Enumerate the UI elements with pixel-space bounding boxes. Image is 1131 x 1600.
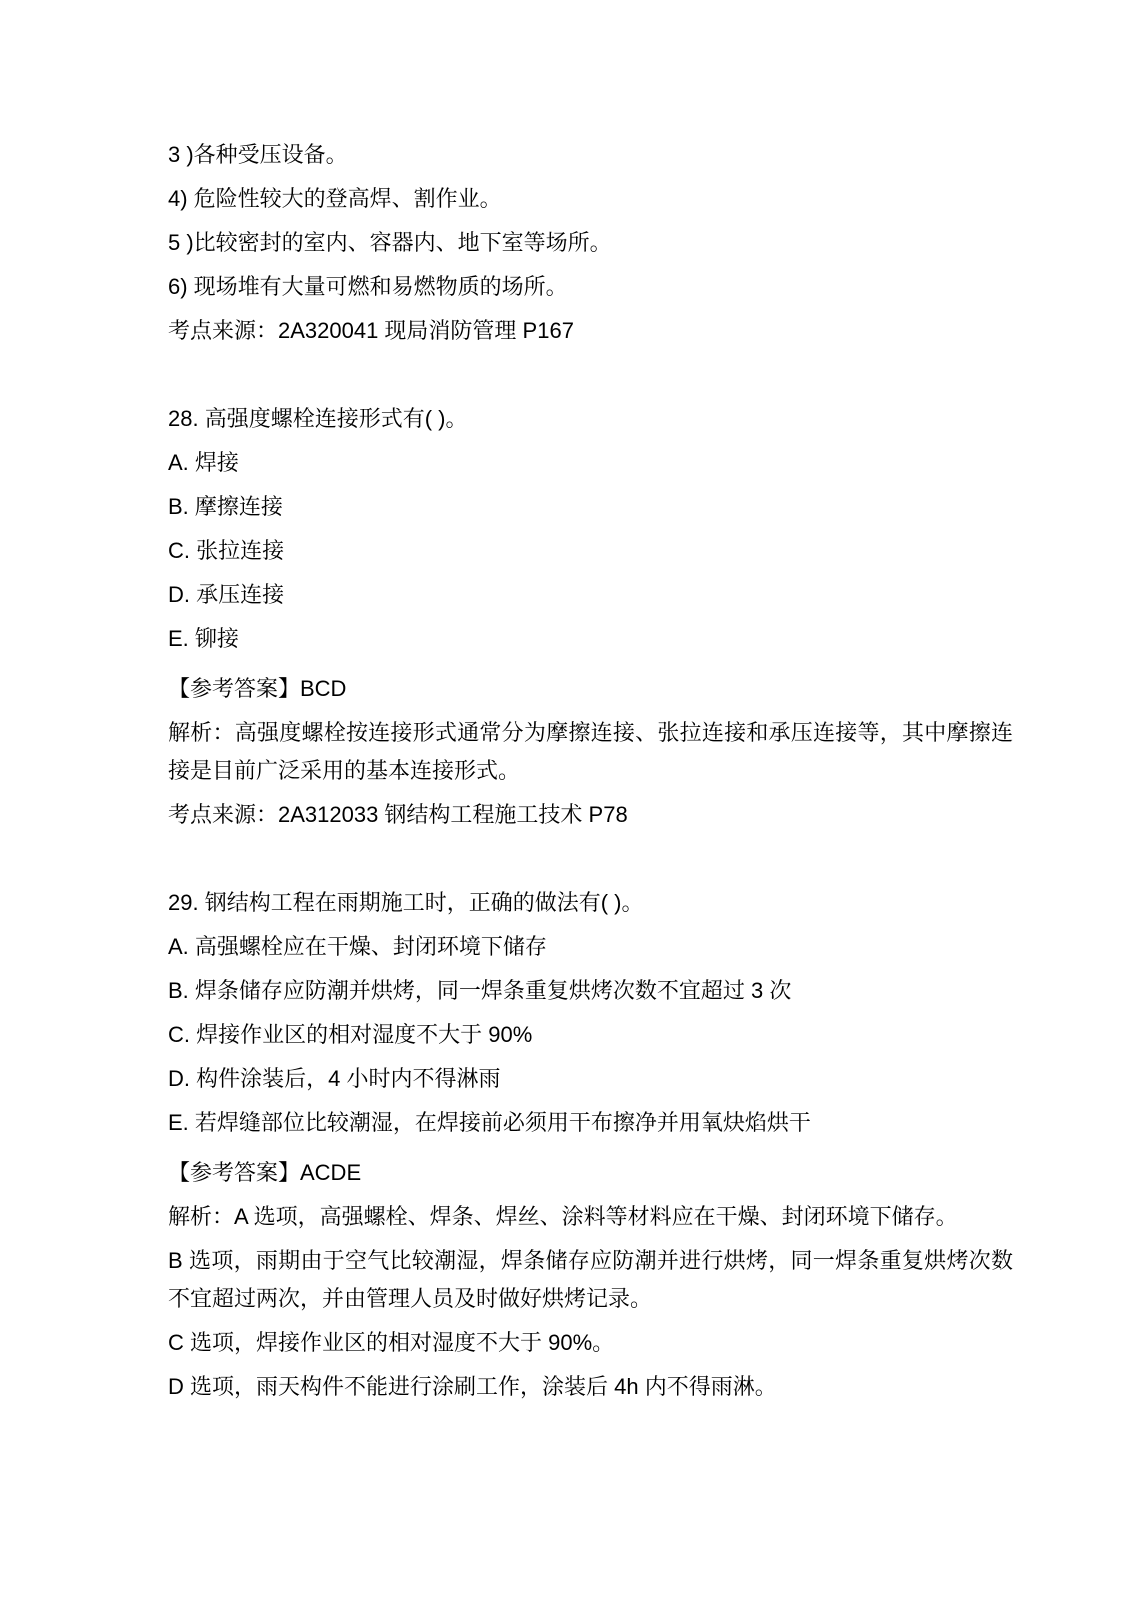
question-29-section bbox=[168, 884, 1131, 1406]
list-item: 4) 危险性较大的登高焊、割作业。 bbox=[168, 186, 502, 211]
option-d: D. 承压连接 bbox=[168, 582, 285, 607]
option-e: E. 若焊缝部位比较潮湿，在焊接前必须用干布擦净并用氧炔焰烘干 bbox=[168, 1110, 811, 1135]
analysis-paragraph: 解析：高强度螺栓按连接形式通常分为摩擦连接、张拉连接和承压连接等，其中摩擦连接是目前广泛采用的基本连接形式。 bbox=[168, 720, 1013, 783]
option-b: B. 摩擦连接 bbox=[168, 494, 283, 519]
list-item: 6) 现场堆有大量可燃和易燃物质的场所。 bbox=[168, 274, 568, 299]
option-a: A. 焊接 bbox=[168, 450, 239, 475]
list-item: 3 )各种受压设备。 bbox=[168, 142, 348, 167]
question-stem: 28. 高强度螺栓连接形式有( )。 bbox=[168, 406, 468, 431]
analysis-paragraph: B 选项，雨期由于空气比较潮湿，焊条储存应防潮并进行烘烤，同一焊条重复烘烤次数不宜超过两次，并由管理人员及时做好烘烤记录。 bbox=[168, 1248, 1013, 1311]
source-line: 考点来源：2A320041 现局消防管理 P167 bbox=[168, 318, 574, 343]
option-c: C. 焊接作业区的相对湿度不大于 90% bbox=[168, 1022, 533, 1047]
option-a: A. 高强螺栓应在干燥、封闭环境下储存 bbox=[168, 934, 547, 959]
answer-line: 【参考答案】BCD bbox=[168, 676, 347, 701]
analysis-paragraph: C 选项，焊接作业区的相对湿度不大于 90%。 bbox=[168, 1330, 615, 1355]
option-b: B. 焊条储存应防潮并烘烤，同一焊条重复烘烤次数不宜超过 3 次 bbox=[168, 978, 792, 1003]
answer-line: 【参考答案】ACDE bbox=[168, 1160, 362, 1185]
source-line: 考点来源：2A312033 钢结构工程施工技术 P78 bbox=[168, 802, 628, 827]
analysis-paragraph: D 选项，雨天构件不能进行涂刷工作，涂装后 4h 内不得雨淋。 bbox=[168, 1374, 777, 1399]
option-c: C. 张拉连接 bbox=[168, 538, 285, 563]
analysis-paragraph: 解析：A 选项，高强螺栓、焊条、焊丝、涂料等材料应在干燥、封闭环境下储存。 bbox=[168, 1204, 958, 1229]
question-28-section bbox=[168, 400, 1131, 834]
option-e: E. 铆接 bbox=[168, 626, 239, 651]
list-item: 5 )比较密封的室内、容器内、地下室等场所。 bbox=[168, 230, 612, 255]
option-d: D. 构件涂装后，4 小时内不得淋雨 bbox=[168, 1066, 501, 1091]
question-27-tail-section bbox=[168, 136, 1131, 350]
question-stem: 29. 钢结构工程在雨期施工时，正确的做法有( )。 bbox=[168, 890, 644, 915]
